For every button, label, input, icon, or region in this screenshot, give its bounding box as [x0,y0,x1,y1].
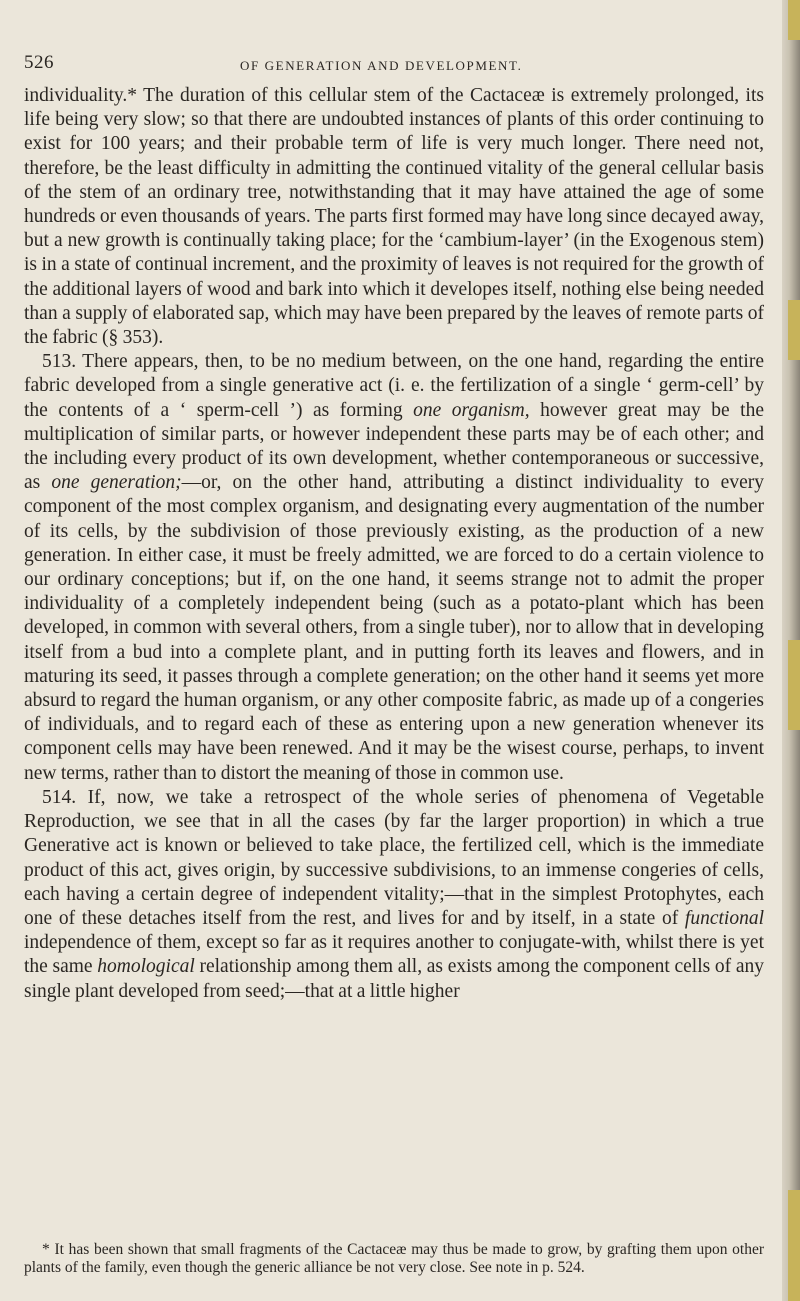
page-header [0,52,782,82]
footnote: * It has been shown that small fragments of the Cactaceæ may thus be made to grow, by grafting them upon other plants of the family, even though the generic alliance be not very close. See note in p. 524. [24,1241,764,1276]
page-number: 526 [24,52,54,73]
edge-tab [788,300,800,360]
text-segment: relationship among them all, as exists among the component cells of any single plant developed from seed;—that at a little higher [24,956,765,1002]
page-edge [782,0,800,1301]
text-segment: 514. If, now, we take a retrospect of the whole series of phenomena of Vegetable Reproduction, we see that in all the cases (by far the larger proportion) in which a true Generative act is known or believed to take place, the fertilized cell, which is the immediate product of this act, gives origin, by successive subdivisions, to an immense congeries of cells, each having a certain degree of independent vitality;—that in the simplest Protophytes, each one of these detaches itself from the rest, and lives for and by itself, in a state of [24,786,764,929]
edge-tab [788,640,800,730]
italic-segment: functional [684,907,764,929]
paragraph-513 [24,350,764,786]
italic-segment: one generation; [51,472,182,494]
footnote-area [24,1241,764,1277]
text-segment: individuality.* The duration of this cellular stem of the Cactaceæ is extremely prolonged, its life being very slow; so that there are undoubted instances of plants of this order continuing to exist for 100 years; and their probable term of life is very much longer. There need not, therefore, be the least difficulty in admitting the continued vitality of the general cellular basis of the stem of an ordinary tree, notwithstanding that it may have attained the age of some hundreds or even thousands of years. The parts first formed may have long since decayed away, but a new growth is continually taking place; for the ‘cambium-layer’ (in the Exogenous stem) is in a state of continual increment, and the proximity of leaves is not required for the growth of the additional layers of wood and bark into which it developes itself, nothing else being needed than a supply of elaborated sap, which may have been prepared by the leaves of remote parts of the fabric (§ 353). [24,85,764,349]
text-segment: 513. There appears, then, to be no medium between, on the one hand, regarding the entire fabric developed from a single generative act (i. e. the fertilization of a single ‘ germ-cell’ by the contents of a ‘ sperm-cell ’) as forming [24,351,764,421]
paragraph-continuation [24,84,764,350]
text-segment: independence of them, except so far as it requires another to conjugate-with, whilst there is yet the same [24,932,764,978]
running-head: OF GENERATION AND DEVELOPMENT. [240,58,523,73]
edge-tab [788,1190,800,1301]
paragraph-514 [24,786,764,1004]
edge-tab [788,0,800,40]
text-segment: however great may be the multiplication of similar parts, or however independent these parts may be of each other; and the including every product of its own development, whether contemporaneous or successive, as [24,399,764,494]
text-segment: —or, on the other hand, attributing a distinct individuality to every component of the most complex organism, and designating every augmentation of the number of its cells, by the subdivision of those previously existing, as the production of a new generation. In either case, it must be freely admitted, we are forced to do a certain violence to our ordinary conceptions; but if, on the one hand, it seems strange not to admit the proper individuality of a completely independent being (such as a potato-plant which has been developed, in common with several others, from a single tuber), nor to allow that in developing itself from a bud into a complete plant, and in putting forth its leaves and flowers, and in maturing its seed, it passes through a complete generation; on the other hand it seems yet more absurd to regard the human organism, or any other composite fabric, as made up of a congeries of individuals, and to regard each of these as entering upon a new generation whenever its component cells may have been renewed. And it may be the wisest course, perhaps, to invent new terms, rather than to distort the meaning of those in common use. [24,472,764,784]
body-text [24,84,764,1004]
italic-segment: one organism, [413,399,530,421]
italic-segment: homological [97,956,195,978]
